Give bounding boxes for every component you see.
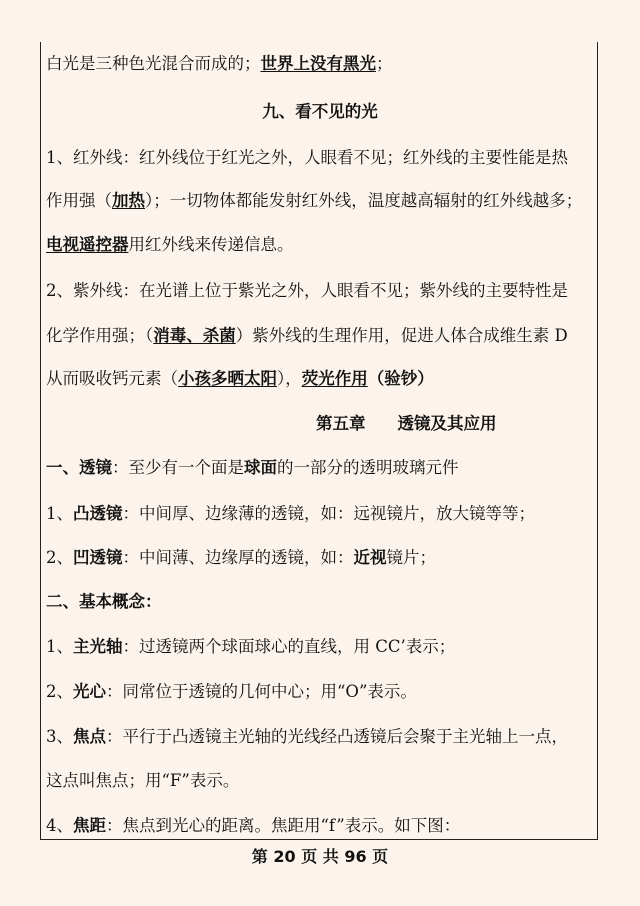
chapter-heading: 第五章 透镜及其应用 [316, 414, 497, 433]
text-line: 白光是三种色光混合而成的；世界上没有黑光； [46, 54, 393, 73]
text-line: 4、焦距：焦点到光心的距离。焦距用“f”表示。如下图： [46, 816, 461, 835]
section-heading: 九、看不见的光 [262, 102, 378, 121]
text-line: 这点叫焦点；用“F”表示。 [46, 771, 240, 790]
text-line: 2、光心：同常位于透镜的几何中心；用“O”表示。 [46, 682, 417, 701]
text-line: 从而吸收钙元素（小孩多晒太阳），荧光作用（验钞） [46, 369, 434, 388]
text-line: 2、紫外线：在光谱上位于紫光之外，人眼看不见；紫外线的主要特性是 [46, 281, 568, 300]
text-line: 1、凸透镜：中间厚、边缘薄的透镜，如：远视镜片，放大镜等等； [46, 504, 535, 523]
page-number: 第 20 页 共 96 页 [251, 847, 389, 866]
text-line: 3、焦点：平行于凸透镜主光轴的光线经凸透镜后会聚于主光轴上一点， [46, 727, 568, 746]
text-line: 一、透镜：至少有一个面是球面的一部分的透明玻璃元件 [46, 458, 459, 477]
text-line: 1、主光轴：过透镜两个球面球心的直线，用 CC’表示； [46, 637, 456, 656]
text-line: 电视遥控器用红外线来传递信息。 [46, 235, 294, 254]
text-line: 1、红外线：红外线位于红光之外，人眼看不见；红外线的主要性能是热 [46, 148, 568, 167]
text-line: 化学作用强；（消毒、杀菌）紫外线的生理作用，促进人体合成维生素 D [46, 326, 568, 345]
text-line: 2、凹透镜：中间薄、边缘厚的透镜，如：近视镜片； [46, 548, 436, 567]
text-line: 作用强（加热）；一切物体都能发射红外线，温度越高辐射的红外线越多； [46, 191, 583, 210]
section-heading: 二、基本概念： [46, 592, 162, 611]
